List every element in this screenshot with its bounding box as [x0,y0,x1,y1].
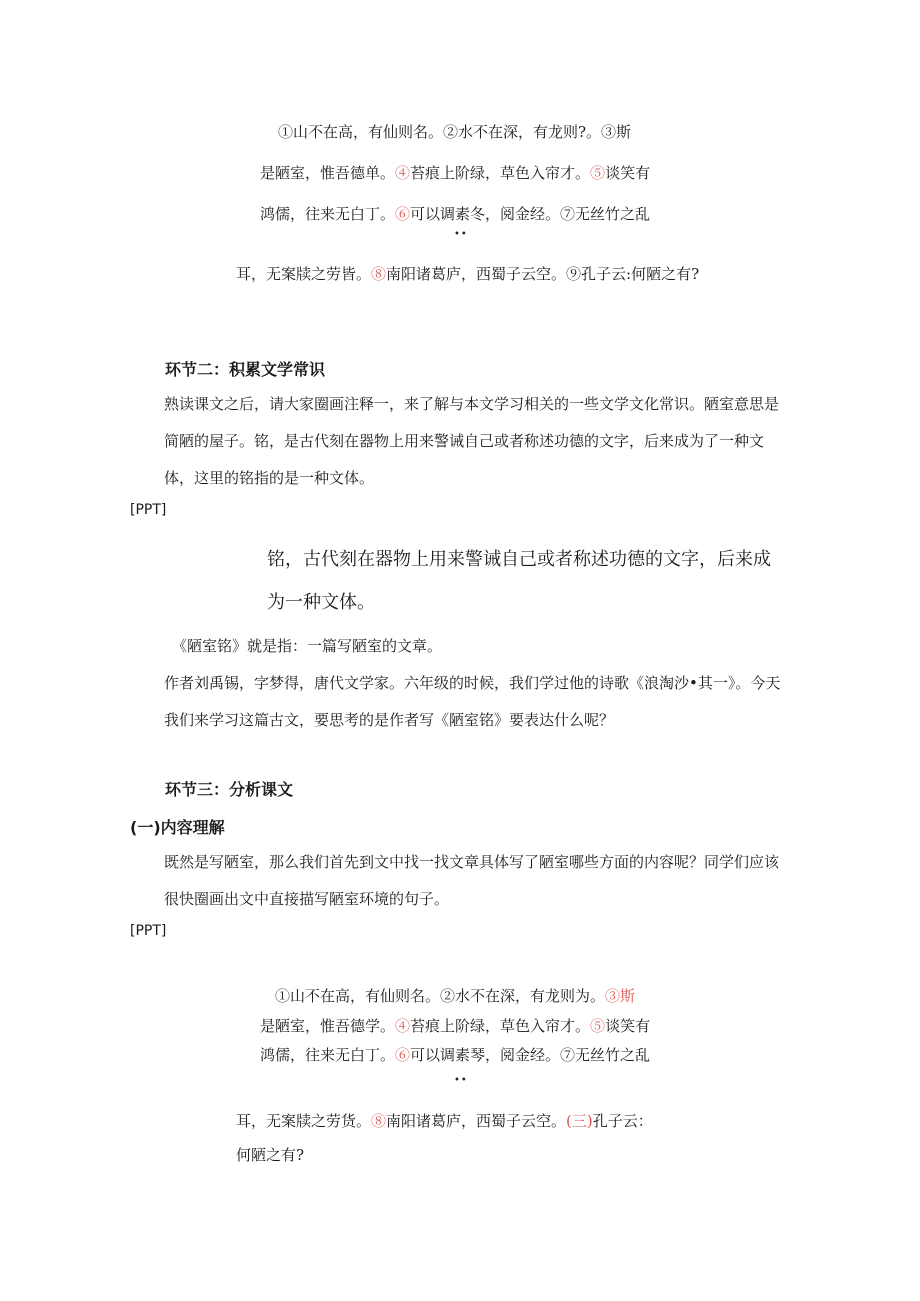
section3-paragraph [130,844,790,918]
section2-paragraph2 [130,665,790,739]
poem1-marker-6: ⑥ [395,205,411,223]
section3-subheading: (一)内容理解 [130,818,225,837]
section2-paragraph-text: 熟读课文之后，请大家圈画注释一，来了解与本文学习相关的一些文学文化常识。陋室意思是简陋的屋子。铭，是古代刻在器物上用来警诫自己或者称述功德的文字，后来成为了一种文体，这里的铭指的是一种文体。 [164,395,780,487]
poem2-marker-4: ④ [395,1017,411,1035]
poem2-line3-c: 可以调素琴，阅金经。⑦无丝竹之乱 [410,1046,651,1064]
poem2-line1-a: ①山不在高，有仙则名。②水不在深，有龙则为。 [275,987,606,1005]
poem1-line2-e: 谈笑有 [605,164,651,182]
poem1-marker-4: ④ [395,164,411,182]
poem2-marker-8: ⑧ [371,1112,387,1130]
section3-ppt-label: [PPT] [130,923,167,939]
poem1-line4-c: 南阳诸葛庐，西蜀子云空。⑨孔子云:何陋之有? [386,265,700,283]
poem1-marker-5: ⑤ [590,164,606,182]
poem1-line4-a: 耳，无案牍之劳皆。 [236,265,372,283]
poem1-line2-a: 是陋室，惟吾德单。 [260,164,396,182]
poem1-line3-c: 可以调素冬，阅金经。⑦无丝竹之乱 [410,205,651,223]
section3-heading: 环节三：分析课文 [165,780,294,799]
section2-paragraph2-text: 作者刘禹锡，字梦得，唐代文学家。六年级的时候，我们学过他的诗歌《浪淘沙•其一》。今天我们来学习这篇古文，要思考的是作者写《陋室铭》要表达什么呢？ [164,674,781,729]
poem1-line4 [236,263,699,284]
poem1-line3 [260,203,650,224]
poem2-marker-6: ⑥ [395,1046,411,1064]
section3-paragraph-text: 既然是写陋室，那么我们首先到文中找一找文章具体写了陋室哪些方面的内容呢？同学们应该很快圈画出文中直接描写陋室环境的句子。 [164,853,780,908]
poem2-marker-5: ⑤ [590,1017,606,1035]
poem1-marker-8: ⑧ [371,265,387,283]
poem2-line2-c: 苔痕上阶绿，草色入帘才。 [410,1017,591,1035]
poem1-line2 [260,162,650,183]
poem2-line2-a: 是陋室，惟吾德学。 [260,1017,396,1035]
poem1-line2-c: 苔痕上阶绿，草色入帘才。 [410,164,591,182]
poem2-line5: 何陋之有? [236,1146,305,1164]
poem1-line1 [278,121,631,142]
poem2-line1 [275,985,635,1006]
poem2-line3-a: 鸿儒，往来无白丁。 [260,1046,396,1064]
poem1-line1-text: ①山不在高，有仙则名。②水不在深，有龙则?。③斯 [278,123,632,141]
poem2-line4-c: 南阳诸葛庐，西蜀子云空。 [386,1112,567,1130]
section2-heading: 环节二：积累文学常识 [165,360,326,379]
section2-paragraph [130,386,790,497]
section2-ppt-label: [PPT] [130,502,167,518]
poem1-emphasis-dots: •• [454,229,468,240]
poem2-line2-e: 谈笑有 [605,1017,651,1035]
section2-line1: 《陋室铭》就是指：一篇写陋室的文章。 [172,637,443,655]
poem1-line3-a: 鸿儒，往来无白丁。 [260,205,396,223]
poem2-line3 [260,1044,650,1065]
poem2-line4-e: 孔子云： [592,1112,653,1130]
section2-ppt-quote: 铭，古代刻在器物上用来警诫自己或者称述功德的文字，后来成为一种文体。 [267,549,771,613]
poem2-emphasis-dots: •• [454,1075,468,1086]
poem2-line2 [260,1015,650,1036]
poem2-marker-3: ③斯 [605,987,636,1005]
poem2-line4 [236,1110,653,1131]
poem2-line4-a: 耳，无案牍之劳货。 [236,1112,372,1130]
poem2-marker-9: (三) [566,1112,593,1130]
